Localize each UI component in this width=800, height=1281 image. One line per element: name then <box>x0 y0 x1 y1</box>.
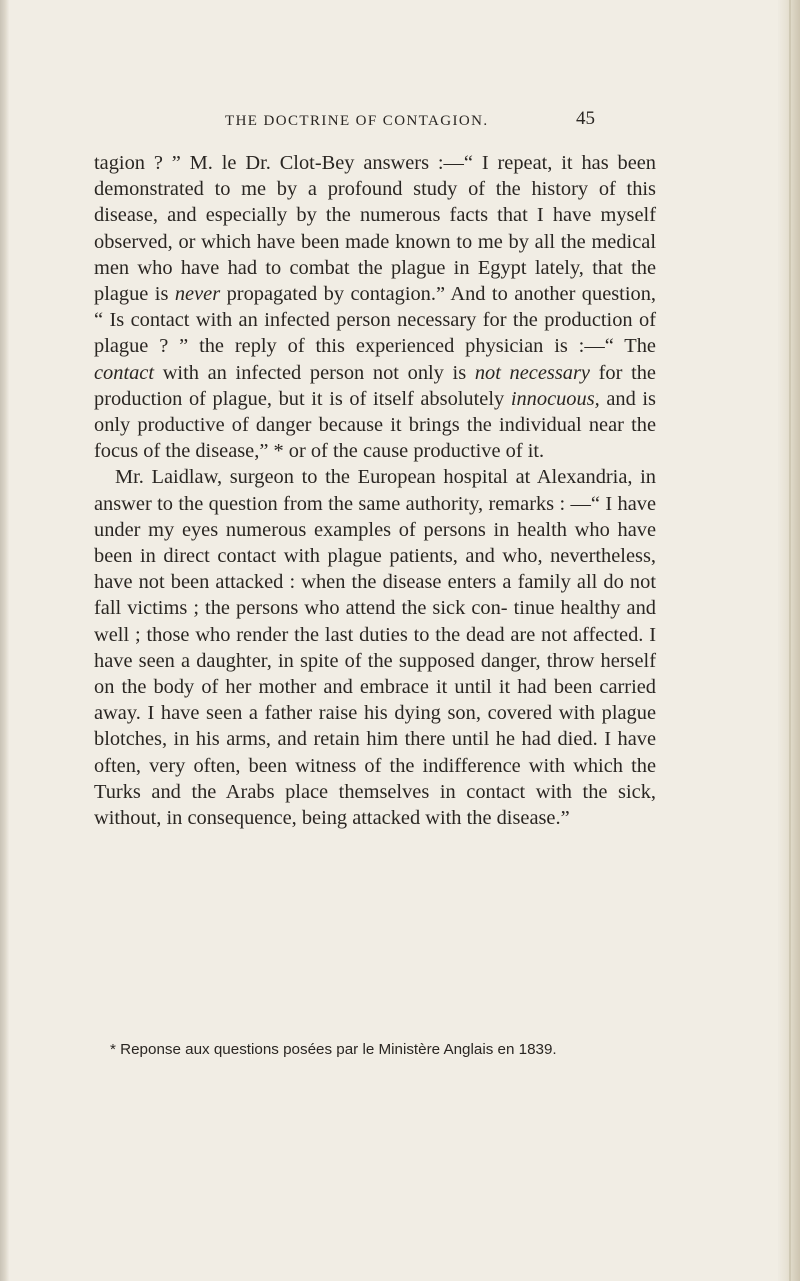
p1-text-1: tagion ? ” M. le Dr. Clot-Bey answers :—“ I repeat, it has been demonstrated to me by a profound study of the history of this disease, and especially by the numerous facts that I have myself observed, or which have been made known to me by all the medical men who have had to combat the plague in Egypt lately, that the plague is <box>94 152 656 306</box>
p1-text-4: for the production of plague, but it is of itself absolutely <box>94 361 656 410</box>
p1-text-5: and is only productive of danger because it brings the individual near the focus of the disease,” * or of the cause productive of it. <box>94 387 656 463</box>
p1-italic-contact: contact <box>94 361 155 384</box>
footnote: * Reponse aux questions posées par le Ministère Anglais en 1839. <box>110 1041 557 1058</box>
body-text <box>94 150 656 831</box>
page-number: 45 <box>576 108 595 129</box>
page-fold-line <box>789 0 791 1281</box>
p1-text-2: propagated by contagion.” And to another question, “ Is contact with an infected person necessary for the production of plague ? ” the reply of this experienced physician is :—“ The <box>94 283 656 358</box>
p1-italic-never: never <box>174 283 221 306</box>
p1-italic-not-necessary: not necessary <box>474 361 590 384</box>
running-head: THE DOCTRINE OF CONTAGION. <box>225 113 489 129</box>
p1-italic-innocuous: innocuous, <box>510 387 600 410</box>
paragraph-1 <box>94 150 656 464</box>
paragraph-2: Mr. Laidlaw, surgeon to the European hospital at Alexandria, in answer to the question from the same authority, remarks : —“ I have under my eyes numerous examples of persons in health who have been in direct contact with plague patients, and who, nevertheless, have not been attacked : when the disease enters a family all do not fall victims ; the persons who attend the sick con- tinue healthy and well ; those who render the last duties to the dead are not affected. I have seen a daughter, in spite of the supposed danger, throw herself on the body of her mother and embrace it until it had been carried away. I have seen a father raise his dying son, covered with plague blotches, in his arms, and retain him there until he had died. I have often, very often, been witness of the indifference with which the Turks and the Arabs place themselves in contact with the sick, without, in consequence, being attacked with the disease.” <box>94 466 656 830</box>
page-left-edge <box>0 0 9 1281</box>
p1-text-3: with an infected person not only is <box>154 361 475 384</box>
